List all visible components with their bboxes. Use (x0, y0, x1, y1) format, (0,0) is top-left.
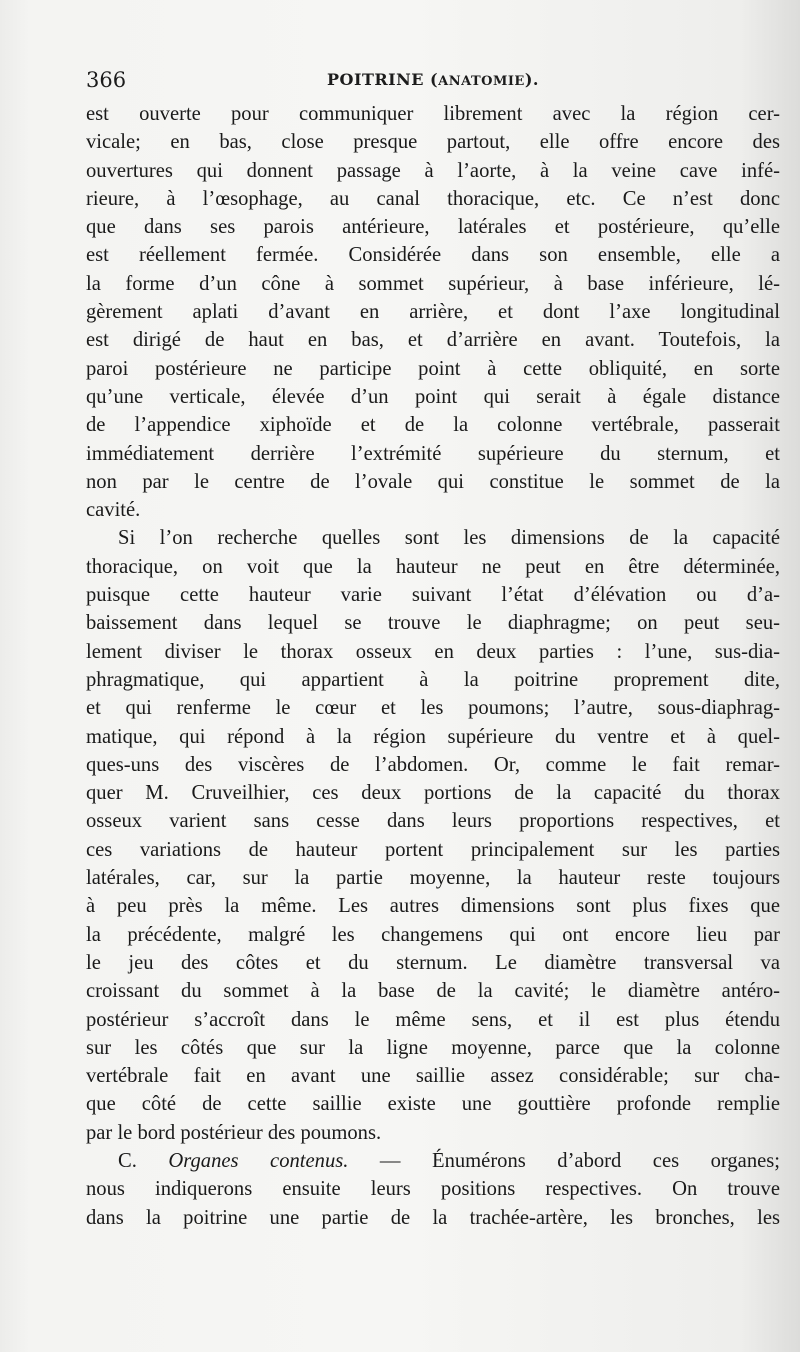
text-line: rieure, à l’œsophage, au canal thoracique, etc. Ce n’est donc (86, 187, 780, 210)
paragraph (86, 100, 780, 524)
text-line: par le bord postérieur des poumons. (86, 1121, 382, 1144)
text-line: croissant du sommet à la base de la cavité; le diamètre antéro- (86, 980, 780, 1003)
text-line: quer M. Cruveilhier, ces deux portions de la capacité du thorax (86, 782, 780, 805)
text-line: immédiatement derrière l’extrémité supérieure du sternum, et (86, 442, 780, 465)
text-line: latérales, car, sur la partie moyenne, la hauteur reste toujours (86, 867, 780, 890)
text-line: que côté de cette saillie existe une gouttière profonde remplie (86, 1093, 780, 1116)
page-number: 366 (86, 68, 127, 92)
text-line: gèrement aplati d’avant en arrière, et dont l’axe longitudinal (86, 301, 780, 324)
text-line: vertébrale fait en avant une saillie assez considérable; sur cha- (86, 1065, 780, 1088)
text-line: ouvertures qui donnent passage à l’aorte, à la veine cave infé- (86, 159, 780, 182)
text-line: paroi postérieure ne participe point à cette obliquité, en sorte (86, 357, 780, 380)
text-line: C. Organes contenus. — Énumérons d’abord ces organes; (118, 1149, 780, 1172)
text-line: est ouverte pour communiquer librement avec la région cer- (86, 103, 780, 125)
text-line: et qui renferme le cœur et les poumons; l’autre, sous-diaphrag- (86, 697, 780, 720)
paragraph (86, 1147, 780, 1232)
text-line: baissement dans lequel se trouve le diaphragme; on peut seu- (86, 612, 780, 635)
text-line: qu’une verticale, élevée d’un point qui serait à égale distance (86, 385, 780, 408)
text-line: à peu près la même. Les autres dimensions sont plus fixes que (86, 895, 780, 918)
text-line: puisque cette hauteur varie suivant l’état d’élévation ou d’a- (86, 584, 780, 607)
text-line: vicale; en bas, close presque partout, elle offre encore des (86, 131, 780, 154)
text-line: lement diviser le thorax osseux en deux parties : l’une, sus-dia- (86, 640, 780, 663)
text-line: thoracique, on voit que la hauteur ne peut en être déterminée, (86, 555, 780, 578)
text-line: est réellement fermée. Considérée dans son ensemble, elle a (86, 244, 780, 267)
text-line: est dirigé de haut en bas, et d’arrière en avant. Toutefois, la (86, 329, 780, 352)
text-line: matique, qui répond à la région supérieure du ventre et à quel- (86, 725, 780, 748)
text-line: dans la poitrine une partie de la trachée-artère, les bronches, les (86, 1206, 780, 1229)
text-line: ques-uns des viscères de l’abdomen. Or, comme le fait remar- (86, 753, 780, 776)
text-line: le jeu des côtes et du sternum. Le diamètre transversal va (86, 951, 780, 974)
text-line: postérieur s’accroît dans le même sens, et il est plus étendu (86, 1008, 780, 1031)
running-head (86, 68, 780, 98)
text-line: phragmatique, qui appartient à la poitrine proprement dite, (86, 668, 780, 691)
text-line: sur les côtés que sur la ligne moyenne, parce que la colonne (86, 1036, 780, 1059)
text-line: la forme d’un cône à sommet supérieur, à base inférieure, lé- (86, 272, 780, 295)
text-line: cavité. (86, 499, 141, 522)
paragraph (86, 524, 780, 1147)
text-line: la précédente, malgré les changemens qui ont encore lieu par (86, 923, 780, 946)
text-line: que dans ses parois antérieure, latérales et postérieure, qu’elle (86, 216, 780, 239)
text-line: Si l’on recherche quelles sont les dimensions de la capacité (118, 527, 780, 550)
running-title: POITRINE (ANATOMIE). (327, 70, 539, 89)
text-line: de l’appendice xiphoïde et de la colonne vertébrale, passerait (86, 414, 780, 437)
text-line: nous indiquerons ensuite leurs positions respectives. On trouve (86, 1178, 780, 1201)
text-line: non par le centre de l’ovale qui constitue le sommet de la (86, 470, 780, 493)
body-text (86, 100, 780, 1232)
text-line: ces variations de hauteur portent principalement sur les parties (86, 838, 780, 861)
text-line: osseux varient sans cesse dans leurs proportions respectives, et (86, 810, 780, 833)
